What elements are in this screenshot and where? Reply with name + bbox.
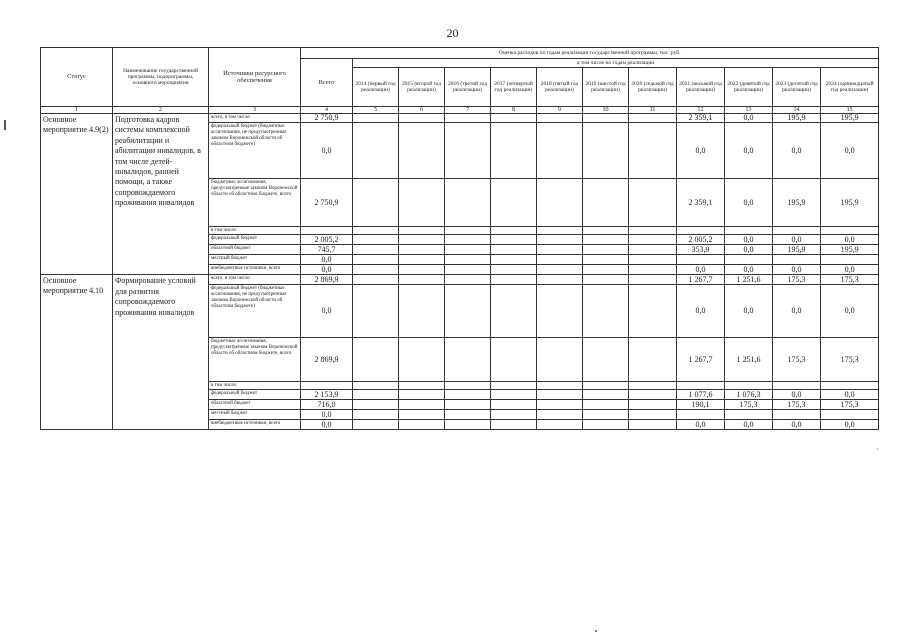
- empty-year-cell: [629, 255, 677, 265]
- column-number: 4: [301, 107, 353, 114]
- empty-year-cell: [491, 382, 537, 390]
- empty-year-cell: [537, 390, 583, 400]
- empty-year-cell: [491, 235, 537, 245]
- header-year-10: 2024 (одиннадцатый год реализации): [821, 68, 879, 107]
- year-value-y2023: 175,3: [773, 400, 821, 410]
- year-value-y2022: 0,0: [725, 265, 773, 275]
- empty-year-cell: [491, 390, 537, 400]
- empty-year-cell: [445, 410, 491, 420]
- empty-year-cell: [353, 285, 399, 338]
- column-number: 12: [677, 107, 725, 114]
- empty-year-cell: [629, 275, 677, 285]
- empty-year-cell: [353, 338, 399, 382]
- empty-year-cell: [583, 179, 629, 227]
- column-number: 6: [399, 107, 445, 114]
- measure-name-cell: Формирование условий для развития сопровождаемого проживания инвалидов: [113, 275, 209, 430]
- empty-year-cell: [353, 227, 399, 235]
- funding-source-cell: областной бюджет: [209, 400, 301, 410]
- year-value-y2024: 195,9: [821, 179, 879, 227]
- empty-year-cell: [399, 382, 445, 390]
- empty-year-cell: [399, 245, 445, 255]
- header-year-6: 2020 (седьмой год реализации): [629, 68, 677, 107]
- header-year-0: 2014 (первый год реализации): [353, 68, 399, 107]
- empty-year-cell: [445, 123, 491, 179]
- year-value-y2022: 0,0: [725, 420, 773, 430]
- year-value-y2021: 1 077,6: [677, 390, 725, 400]
- total-cell: [301, 382, 353, 390]
- year-value-y2022: 0,0: [725, 235, 773, 245]
- empty-year-cell: [583, 123, 629, 179]
- empty-year-cell: [353, 245, 399, 255]
- funding-source-cell: федеральный бюджет (бюджетные ассигнования, не предусмотренные законом Воронежской области об областном бюджете): [209, 123, 301, 179]
- column-number: 8: [491, 107, 537, 114]
- empty-year-cell: [583, 390, 629, 400]
- funding-source-cell: местный бюджет: [209, 410, 301, 420]
- year-value-y2021: 0,0: [677, 420, 725, 430]
- empty-year-cell: [583, 285, 629, 338]
- header-year-3: 2017 (четвертый год реализации): [491, 68, 537, 107]
- empty-year-cell: [537, 255, 583, 265]
- year-value-y2024: 0,0: [821, 390, 879, 400]
- empty-year-cell: [399, 400, 445, 410]
- year-value-y2024: 0,0: [821, 265, 879, 275]
- budget-table: [40, 47, 879, 430]
- empty-year-cell: [629, 227, 677, 235]
- funding-source-cell: федеральный бюджет (бюджетные ассигнования, не предусмотренные законом Воронежской области об областном бюджете): [209, 285, 301, 338]
- empty-year-cell: [491, 179, 537, 227]
- header-source: Источники ресурсного обеспечения: [209, 48, 301, 107]
- empty-year-cell: [445, 227, 491, 235]
- empty-year-cell: [537, 265, 583, 275]
- year-value-y2022: [725, 255, 773, 265]
- year-value-y2023: 0,0: [773, 265, 821, 275]
- empty-year-cell: [629, 179, 677, 227]
- year-value-y2023: 195,9: [773, 179, 821, 227]
- year-value-y2021: 190,1: [677, 400, 725, 410]
- empty-year-cell: [583, 114, 629, 123]
- column-number: 5: [353, 107, 399, 114]
- empty-year-cell: [399, 265, 445, 275]
- empty-year-cell: [537, 245, 583, 255]
- empty-year-cell: [399, 179, 445, 227]
- empty-year-cell: [537, 227, 583, 235]
- header-year-4: 2018 (пятый год реализации): [537, 68, 583, 107]
- empty-year-cell: [583, 255, 629, 265]
- empty-year-cell: [491, 400, 537, 410]
- year-value-y2021: 2 359,1: [677, 179, 725, 227]
- empty-year-cell: [583, 400, 629, 410]
- year-value-y2022: 1 251,6: [725, 275, 773, 285]
- year-value-y2021: 1 267,7: [677, 338, 725, 382]
- empty-year-cell: [629, 400, 677, 410]
- year-value-y2023: [773, 255, 821, 265]
- table-row: [41, 114, 879, 123]
- funding-source-cell: всего, в том числе:: [209, 114, 301, 123]
- empty-year-cell: [629, 245, 677, 255]
- empty-year-cell: [629, 123, 677, 179]
- page-number: 20: [446, 26, 459, 40]
- empty-year-cell: [399, 390, 445, 400]
- year-value-y2021: 2 359,1: [677, 114, 725, 123]
- empty-year-cell: [491, 265, 537, 275]
- year-value-y2024: [821, 227, 879, 235]
- empty-year-cell: [537, 382, 583, 390]
- year-value-y2021: 2 005,2: [677, 235, 725, 245]
- empty-year-cell: [583, 265, 629, 275]
- empty-year-cell: [399, 285, 445, 338]
- empty-year-cell: [537, 179, 583, 227]
- column-number: 14: [773, 107, 821, 114]
- empty-year-cell: [537, 338, 583, 382]
- year-value-y2021: 0,0: [677, 123, 725, 179]
- year-value-y2022: [725, 410, 773, 420]
- year-value-y2024: 175,3: [821, 338, 879, 382]
- empty-year-cell: [353, 420, 399, 430]
- year-value-y2021: 353,9: [677, 245, 725, 255]
- empty-year-cell: [353, 382, 399, 390]
- year-value-y2023: [773, 410, 821, 420]
- total-cell: 0,0: [301, 123, 353, 179]
- empty-year-cell: [491, 227, 537, 235]
- empty-year-cell: [353, 275, 399, 285]
- year-value-y2024: 195,9: [821, 245, 879, 255]
- funding-source-cell: местный бюджет: [209, 255, 301, 265]
- total-cell: 0,0: [301, 265, 353, 275]
- funding-source-cell: внебюджетные источники, всего: [209, 265, 301, 275]
- empty-year-cell: [583, 227, 629, 235]
- header-total: Всего: [301, 59, 353, 107]
- empty-year-cell: [537, 275, 583, 285]
- total-cell: 2 153,9: [301, 390, 353, 400]
- empty-year-cell: [353, 255, 399, 265]
- empty-year-cell: [445, 255, 491, 265]
- empty-year-cell: [399, 275, 445, 285]
- header-status: Статус: [41, 48, 113, 107]
- year-value-y2023: 195,9: [773, 114, 821, 123]
- year-value-y2024: [821, 255, 879, 265]
- year-value-y2024: 0,0: [821, 285, 879, 338]
- year-value-y2023: 0,0: [773, 235, 821, 245]
- total-cell: 0,0: [301, 285, 353, 338]
- year-value-y2023: 175,3: [773, 338, 821, 382]
- empty-year-cell: [537, 410, 583, 420]
- column-number: 10: [583, 107, 629, 114]
- empty-year-cell: [445, 114, 491, 123]
- year-value-y2022: 175,3: [725, 400, 773, 410]
- empty-year-cell: [353, 123, 399, 179]
- year-value-y2023: 0,0: [773, 123, 821, 179]
- year-value-y2022: 0,0: [725, 179, 773, 227]
- year-value-y2021: [677, 410, 725, 420]
- empty-year-cell: [537, 400, 583, 410]
- empty-year-cell: [399, 420, 445, 430]
- year-value-y2023: 195,9: [773, 245, 821, 255]
- empty-year-cell: [445, 338, 491, 382]
- empty-year-cell: [629, 285, 677, 338]
- empty-year-cell: [491, 255, 537, 265]
- funding-source-cell: федеральный бюджет: [209, 390, 301, 400]
- header-year-8: 2022 (девятый год реализации): [725, 68, 773, 107]
- year-value-y2023: 0,0: [773, 420, 821, 430]
- header-year-7: 2021 (восьмой год реализации): [677, 68, 725, 107]
- empty-year-cell: [353, 235, 399, 245]
- year-value-y2021: 0,0: [677, 265, 725, 275]
- margin-dot: ·: [876, 445, 879, 454]
- empty-year-cell: [445, 265, 491, 275]
- total-cell: 0,0: [301, 420, 353, 430]
- year-value-y2024: 0,0: [821, 123, 879, 179]
- empty-year-cell: [445, 285, 491, 338]
- year-value-y2021: [677, 255, 725, 265]
- column-number: 2: [113, 107, 209, 114]
- year-value-y2021: [677, 227, 725, 235]
- header-name: Наименование государственной программы, подпрограммы, основного мероприятия: [113, 48, 209, 107]
- funding-source-cell: областной бюджет: [209, 245, 301, 255]
- empty-year-cell: [629, 410, 677, 420]
- column-number: 15: [821, 107, 879, 114]
- column-number: 9: [537, 107, 583, 114]
- margin-mark: [4, 120, 6, 130]
- year-value-y2022: 0,0: [725, 114, 773, 123]
- empty-year-cell: [353, 179, 399, 227]
- year-value-y2024: 195,9: [821, 114, 879, 123]
- scan-speck: [595, 630, 597, 632]
- year-value-y2022: 0,0: [725, 123, 773, 179]
- year-value-y2022: 1 251,6: [725, 338, 773, 382]
- empty-year-cell: [583, 338, 629, 382]
- empty-year-cell: [399, 410, 445, 420]
- empty-year-cell: [353, 114, 399, 123]
- empty-year-cell: [491, 245, 537, 255]
- empty-year-cell: [353, 410, 399, 420]
- total-cell: 716,0: [301, 400, 353, 410]
- year-value-y2023: 0,0: [773, 285, 821, 338]
- empty-year-cell: [629, 382, 677, 390]
- empty-year-cell: [537, 285, 583, 338]
- status-cell: Основное мероприятие 4.9(2): [41, 114, 113, 275]
- year-value-y2022: 1 076,3: [725, 390, 773, 400]
- empty-year-cell: [399, 123, 445, 179]
- column-number: 13: [725, 107, 773, 114]
- empty-year-cell: [583, 382, 629, 390]
- funding-source-cell: в том числе:: [209, 382, 301, 390]
- empty-year-cell: [399, 235, 445, 245]
- funding-source-cell: в том числе:: [209, 227, 301, 235]
- total-cell: 0,0: [301, 410, 353, 420]
- header-year-9: 2023 (десятый год реализации): [773, 68, 821, 107]
- header-including-years: в том числе по годам реализации: [353, 59, 879, 68]
- empty-year-cell: [445, 245, 491, 255]
- empty-year-cell: [583, 245, 629, 255]
- column-number: 1: [41, 107, 113, 114]
- empty-year-cell: [491, 114, 537, 123]
- year-value-y2024: [821, 382, 879, 390]
- total-cell: 2 750,9: [301, 114, 353, 123]
- empty-year-cell: [583, 410, 629, 420]
- status-cell: Основное мероприятие 4.10: [41, 275, 113, 430]
- measure-name-cell: Подготовка кадров системы комплексной реабилитации и абилитации инвалидов, в том числе детей-инвалидов, ранней помощи, а также сопровождаемого проживания инвалидов: [113, 114, 209, 275]
- total-cell: 2 869,9: [301, 338, 353, 382]
- year-value-y2024: [821, 410, 879, 420]
- table-body: [41, 107, 879, 430]
- empty-year-cell: [445, 235, 491, 245]
- empty-year-cell: [445, 420, 491, 430]
- total-cell: 2 005,2: [301, 235, 353, 245]
- year-value-y2024: 0,0: [821, 420, 879, 430]
- funding-source-cell: бюджетные ассигнования, предусмотренные законом Воронежской области об областном бюджете, всего: [209, 338, 301, 382]
- empty-year-cell: [537, 123, 583, 179]
- funding-source-cell: внебюджетные источники, всего: [209, 420, 301, 430]
- year-value-y2022: 0,0: [725, 285, 773, 338]
- total-cell: 2 869,9: [301, 275, 353, 285]
- empty-year-cell: [583, 235, 629, 245]
- empty-year-cell: [629, 235, 677, 245]
- empty-year-cell: [353, 400, 399, 410]
- empty-year-cell: [445, 400, 491, 410]
- year-value-y2024: 0,0: [821, 235, 879, 245]
- empty-year-cell: [491, 420, 537, 430]
- empty-year-cell: [399, 338, 445, 382]
- header-year-1: 2015 (второй год реализации): [399, 68, 445, 107]
- year-value-y2023: 175,3: [773, 275, 821, 285]
- empty-year-cell: [399, 114, 445, 123]
- empty-year-cell: [491, 123, 537, 179]
- column-number: 3: [209, 107, 301, 114]
- funding-source-cell: федеральный бюджет: [209, 235, 301, 245]
- year-value-y2023: 0,0: [773, 390, 821, 400]
- total-cell: 745,7: [301, 245, 353, 255]
- empty-year-cell: [491, 410, 537, 420]
- empty-year-cell: [491, 285, 537, 338]
- total-cell: 2 750,9: [301, 179, 353, 227]
- empty-year-cell: [445, 275, 491, 285]
- empty-year-cell: [583, 275, 629, 285]
- year-value-y2022: [725, 227, 773, 235]
- empty-year-cell: [399, 255, 445, 265]
- empty-year-cell: [583, 420, 629, 430]
- year-value-y2021: 0,0: [677, 285, 725, 338]
- column-number: 11: [629, 107, 677, 114]
- empty-year-cell: [629, 265, 677, 275]
- column-number: 7: [445, 107, 491, 114]
- empty-year-cell: [629, 114, 677, 123]
- funding-source-cell: всего, в том числе:: [209, 275, 301, 285]
- header-year-5: 2019 (шестой год реализации): [583, 68, 629, 107]
- empty-year-cell: [537, 420, 583, 430]
- total-cell: 0,0: [301, 255, 353, 265]
- empty-year-cell: [399, 227, 445, 235]
- year-value-y2022: 0,0: [725, 245, 773, 255]
- year-value-y2021: 1 267,7: [677, 275, 725, 285]
- year-value-y2022: [725, 382, 773, 390]
- year-value-y2023: [773, 227, 821, 235]
- column-number-row: [41, 107, 879, 114]
- empty-year-cell: [445, 390, 491, 400]
- empty-year-cell: [629, 338, 677, 382]
- empty-year-cell: [629, 390, 677, 400]
- empty-year-cell: [353, 390, 399, 400]
- empty-year-cell: [445, 382, 491, 390]
- year-value-y2024: 175,3: [821, 400, 879, 410]
- empty-year-cell: [537, 114, 583, 123]
- total-cell: [301, 227, 353, 235]
- empty-year-cell: [537, 235, 583, 245]
- table-row: [41, 275, 879, 285]
- empty-year-cell: [445, 179, 491, 227]
- year-value-y2023: [773, 382, 821, 390]
- funding-source-cell: бюджетные ассигнования, предусмотренные законом Воронежской области об областном бюджете, всего: [209, 179, 301, 227]
- empty-year-cell: [629, 420, 677, 430]
- header-estimate: Оценка расходов по годам реализации государственной программы, тыс. руб.: [301, 48, 879, 59]
- header-year-2: 2016 (третий год реализации): [445, 68, 491, 107]
- empty-year-cell: [491, 275, 537, 285]
- empty-year-cell: [353, 265, 399, 275]
- empty-year-cell: [491, 338, 537, 382]
- year-value-y2024: 175,3: [821, 275, 879, 285]
- year-value-y2021: [677, 382, 725, 390]
